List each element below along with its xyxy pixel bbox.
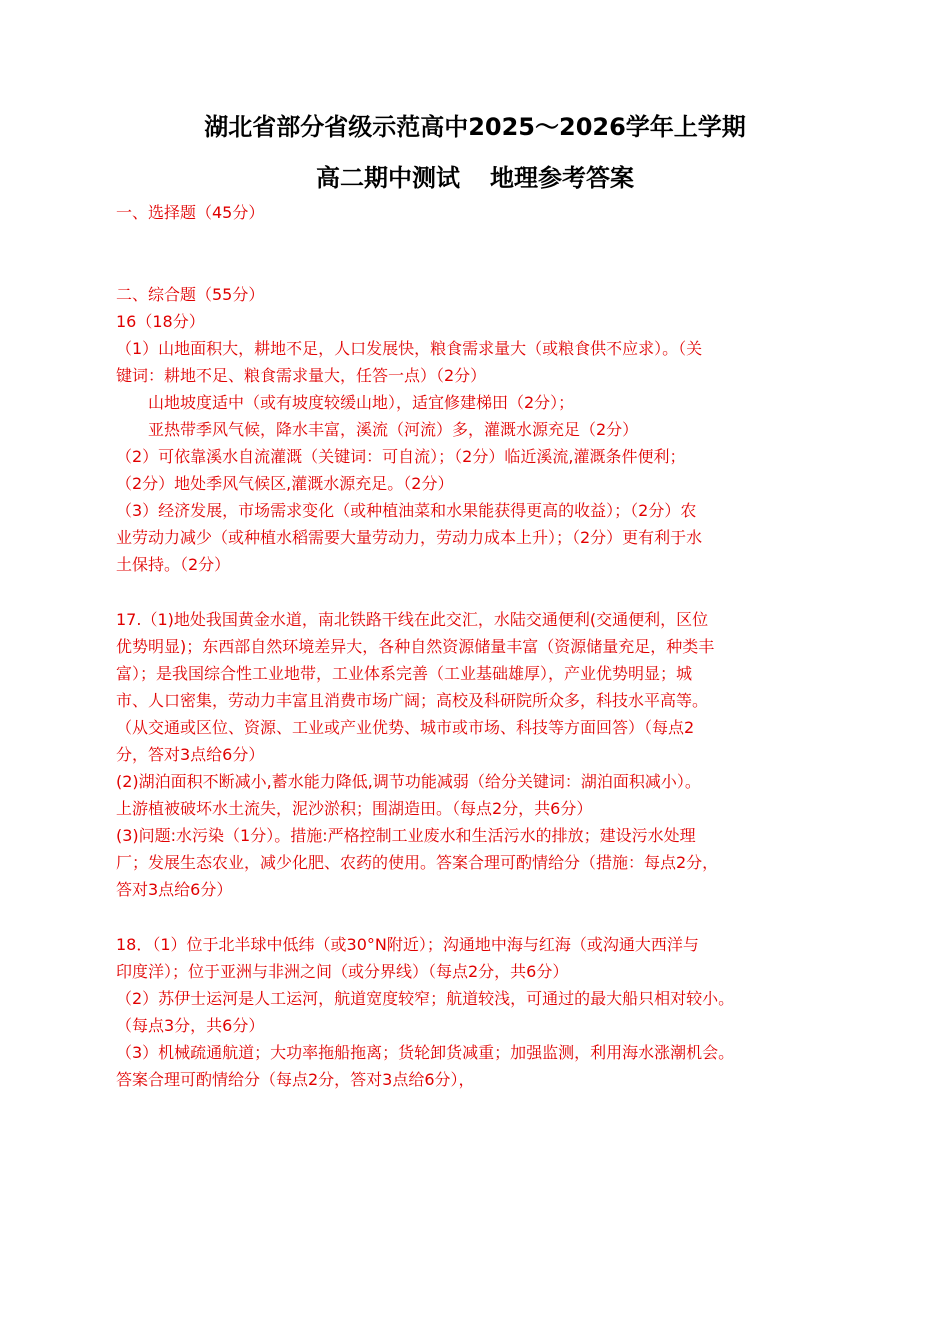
q17-line: 答对3点给6分）	[116, 880, 233, 899]
q16-line: 土保持。（2分）	[116, 555, 231, 574]
q17-line: 上游植被破坏水土流失，泥沙淤积；围湖造田。（每点2分，共6分）	[116, 799, 593, 818]
q18-line: 印度洋）；位于亚洲与非洲之间（或分界线）（每点2分，共6分）	[116, 962, 569, 981]
q16-line: （3）经济发展，市场需求变化（或种植油菜和水果能获得更高的收益）；（2分）农	[116, 501, 697, 520]
page-title-line-2	[0, 162, 950, 194]
page-title-line-1: 湖北省部分省级示范高中2025～2026学年上学期	[204, 113, 746, 141]
q17-line: 富）；是我国综合性工业地带，工业体系完善（工业基础雄厚），产业优势明显；城	[116, 664, 693, 683]
section-heading-choice: 一、选择题（45分）	[116, 203, 265, 222]
q17-line: (3)问题:水污染（1分）。措施:严格控制工业废水和生活污水的排放；建设污水处理	[116, 826, 696, 845]
q17-line: (2)湖泊面积不断减小,蓄水能力降低,调节功能减弱（给分关键词：湖泊面积减小）。	[116, 772, 701, 791]
exam-name: 高二期中测试	[316, 164, 460, 192]
q16-line: 亚热带季风气候，降水丰富，溪流（河流）多，灌溉水源充足（2分）	[148, 420, 639, 439]
section-heading-comprehensive: 二、综合题（55分）	[116, 285, 265, 304]
q16-line: 业劳动力减少（或种植水稻需要大量劳动力，劳动力成本上升）；（2分）更有利于水	[116, 528, 703, 547]
q18-line: 18．（1）位于北半球中低纬（或30°N附近）；沟通地中海与红海（或沟通大西洋与	[116, 935, 699, 954]
q17-line: 市、人口密集，劳动力丰富且消费市场广阔；高校及科研院所众多，科技水平高等。	[116, 691, 709, 710]
q17-line: 分，答对3点给6分）	[116, 745, 265, 764]
q16-line: 山地坡度适中（或有坡度较缓山地），适宜修建梯田（2分）；	[148, 393, 575, 412]
q18-line: 答案合理可酌情给分（每点2分，答对3点给6分），	[116, 1070, 475, 1089]
q16-line: 16（18分）	[116, 312, 205, 331]
q17-line: 厂；发展生态农业，减少化肥、农药的使用。答案合理可酌情给分（措施：每点2分，	[116, 853, 719, 872]
q16-line: 键词：耕地不足、粮食需求量大，任答一点）（2分）	[116, 366, 487, 385]
answer-key-label: 地理参考答案	[490, 164, 634, 192]
q17-line: （从交通或区位、资源、工业或产业优势、城市或市场、科技等方面回答）（每点2	[116, 718, 695, 737]
q18-line: （每点3分，共6分）	[116, 1016, 265, 1035]
q16-line: （1）山地面积大，耕地不足，人口发展快，粮食需求量大（或粮食供不应求）。（关	[116, 339, 703, 358]
q16-line: （2分）地处季风气候区,灌溉水源充足。（2分）	[116, 474, 454, 493]
q18-line: （3）机械疏通航道；大功率拖船拖离；货轮卸货减重；加强监测，利用海水涨潮机会。	[116, 1043, 735, 1062]
q18-line: （2）苏伊士运河是人工运河，航道宽度较窄；航道较浅，可通过的最大船只相对较小。	[116, 989, 735, 1008]
q17-line: 17.（1)地处我国黄金水道，南北铁路干线在此交汇，水陆交通便利(交通便利，区位	[116, 610, 709, 629]
q17-line: 优势明显)；东西部自然环境差异大，各种自然资源储量丰富（资源储量充足，种类丰	[116, 637, 715, 656]
q16-line: （2）可依靠溪水自流灌溉（关键词：可自流）；（2分）临近溪流,灌溉条件便利；	[116, 447, 686, 466]
